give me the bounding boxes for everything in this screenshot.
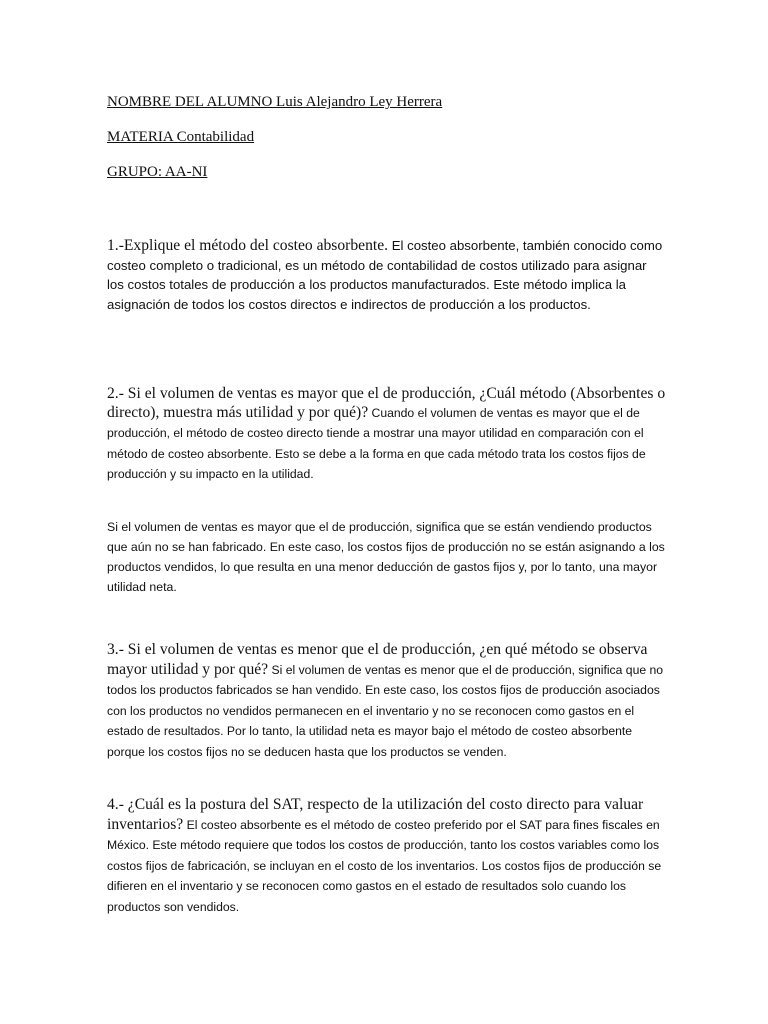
- student-name-line: NOMBRE DEL ALUMNO Luis Alejandro Ley Herrera: [107, 94, 443, 110]
- question-1-text: 1.-Explique el método del costeo absorbente.: [107, 237, 389, 254]
- question-4-text: 4.- ¿Cuál es la postura del SAT, respecto de la utilización del costo directo para valuar inventarios?: [107, 796, 644, 833]
- subject-line: MATERIA Contabilidad: [107, 129, 255, 145]
- answer-2-text: Cuando el volumen de ventas es mayor que el de producción, el método de costeo directo tiende a mostrar una mayor utilidad en comparación con el método de costeo absorbente. Esto se debe a la forma en que cada método trata los costos fijos de producción y su impacto en la utilidad.: [107, 406, 646, 481]
- answer-2-continuation-paragraph: Si el volumen de ventas es mayor que el de producción, significa que se están vendiendo productos que aún no se han fabricado. En este caso, los costos fijos de producción no se están asignando a los productos vendidos, lo que resulta en una menor deducción de gastos fijos y, por lo tanto, una mayor utilidad neta.: [107, 520, 665, 594]
- answer-4-text: El costeo absorbente es el método de costeo preferido por el SAT para fines fiscales en México. Este método requiere que todos los costos de producción, tanto los costos variables como los costos fijos de fabricación, se incluyan en el costo de los inventarios. Los costos fijos de producción se difieren en el inventario y se reconocen como gastos en el estado de resultados solo cuando los productos son vendidos.: [107, 817, 662, 914]
- question-3-text: 3.- Si el volumen de ventas es menor que el de producción, ¿en qué método se observa mayor utilidad y por qué?: [107, 641, 648, 678]
- question-1-paragraph: [107, 236, 667, 314]
- question-4-paragraph: [107, 795, 667, 918]
- answer-3-text: Si el volumen de ventas es menor que el de producción, significa que no todos los productos fabricados se han vendido. En este caso, los costos fijos de producción asociados con los productos no vendidos permanecen en el inventario y no se reconocen como gastos en el estado de resultados. Por lo tanto, la utilidad neta es mayor bajo el método de costeo absorbente porque los costos fijos no se deducen hasta que los productos se venden.: [107, 662, 664, 759]
- group-line: GRUPO: AA-NI: [107, 164, 208, 180]
- question-2-text: 2.- Si el volumen de ventas es mayor que el de producción, ¿Cuál método (Absorbentes o directo), muestra más utilidad y por qué)?: [107, 385, 666, 422]
- question-2-paragraph: [107, 384, 667, 484]
- question-3-paragraph: [107, 640, 667, 763]
- answer-1-text: El costeo absorbente, también conocido como costeo completo o tradicional, es un método de contabilidad de costos utilizado para asignar los costos totales de producción a los productos manufacturados. Este método implica la asignación de todos los costos directos e indirectos de producción a los productos.: [107, 238, 663, 312]
